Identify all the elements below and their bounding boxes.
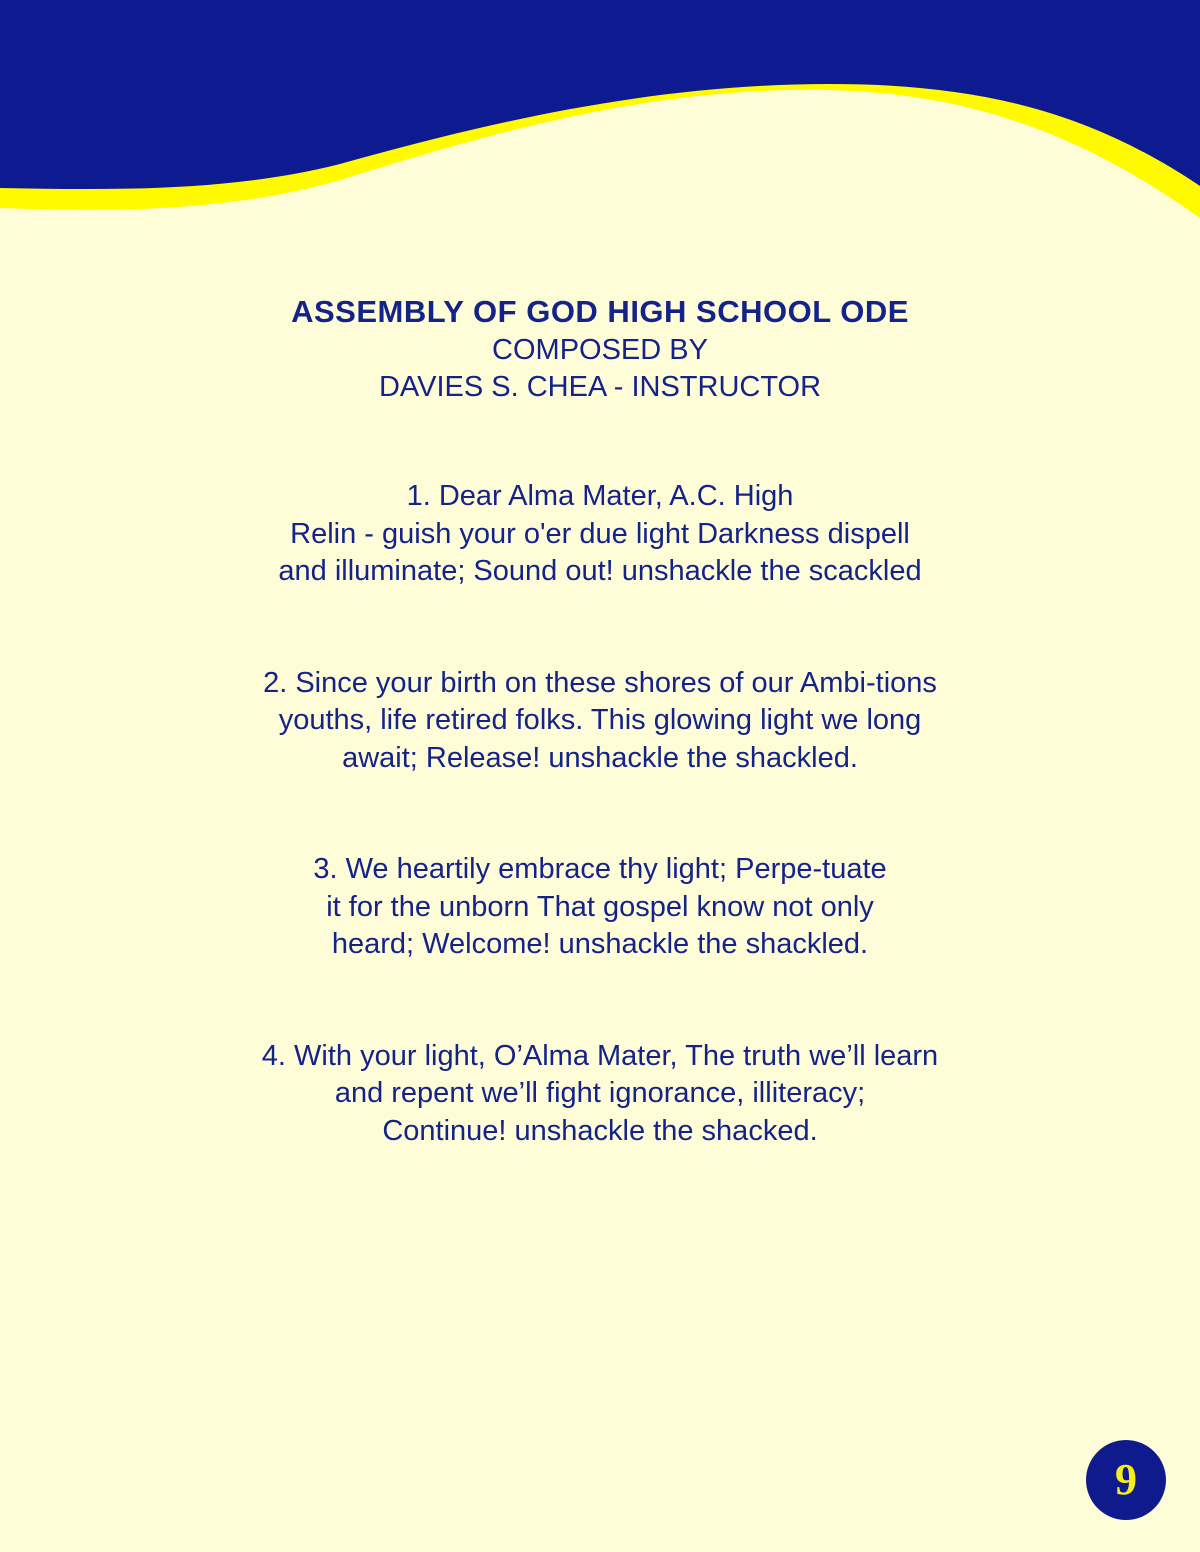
verse-4	[0, 1038, 1200, 1151]
verse-line: youths, life retired folks. This glowing light we long	[278, 704, 922, 736]
verse-2	[0, 665, 1200, 778]
ode-content	[0, 292, 1200, 1224]
verse-line: Continue! unshackle the shacked.	[382, 1114, 818, 1147]
verse-list	[0, 478, 1200, 1150]
composed-by-label: COMPOSED BY	[492, 334, 708, 366]
blue-wave-band	[0, 0, 1200, 189]
ode-title: ASSEMBLY OF GOD HIGH SCHOOL ODE	[291, 294, 909, 329]
verse-3	[0, 851, 1200, 964]
verse-1	[0, 478, 1200, 591]
header-wave-decoration	[0, 0, 1200, 240]
verse-line: Relin - guish your o'er due light Darkness dispell	[290, 517, 910, 550]
verse-line: 2. Since your birth on these shores of our Ambi-tions	[263, 666, 937, 699]
verse-line: it for the unborn That gospel know not only	[326, 890, 874, 923]
verse-line: 4. With your light, O’Alma Mater, The truth we’ll learn	[261, 1039, 939, 1072]
verse-line: await; Release! unshackle the shackled.	[342, 741, 858, 774]
verse-line: 3. We heartily embrace thy light; Perpe-tuate	[313, 853, 887, 885]
page-number: 9	[1115, 1455, 1137, 1504]
verse-line: heard; Welcome! unshackle the shackled.	[331, 928, 869, 960]
verse-line: and repent we’ll fight ignorance, illiteracy;	[334, 1077, 866, 1109]
verse-line: 1. Dear Alma Mater, A.C. High	[406, 480, 794, 512]
author-credit: DAVIES S. CHEA - INSTRUCTOR	[378, 371, 822, 403]
page-number-badge	[1086, 1440, 1166, 1520]
verse-line: and illuminate; Sound out! unshackle the scackled	[278, 555, 922, 587]
